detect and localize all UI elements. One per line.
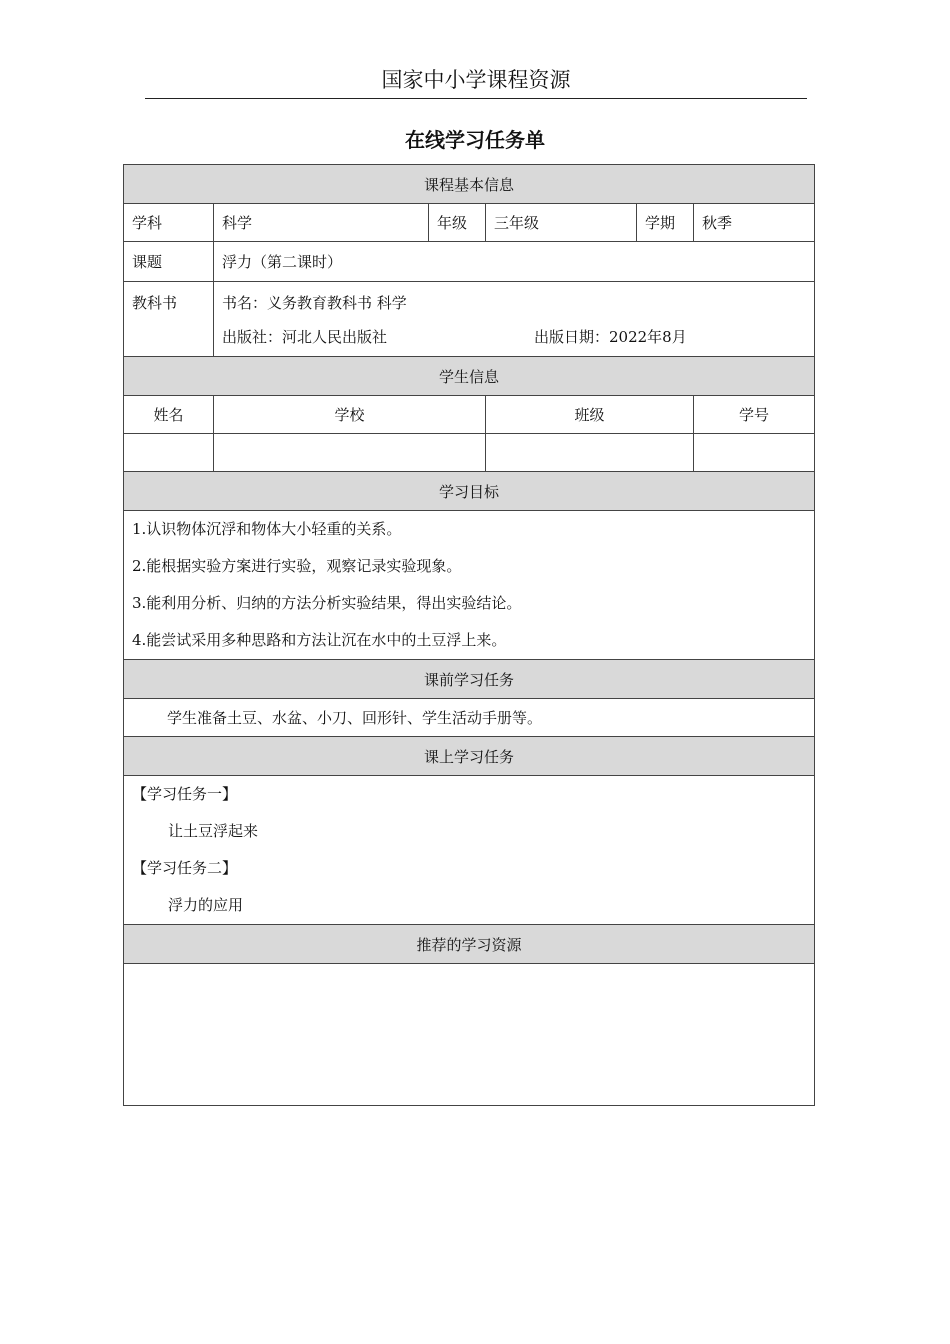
goal-item: 1.认识物体沉浮和物体大小轻重的关系。 [132, 520, 402, 538]
task1-text: 让土豆浮起来 [168, 822, 259, 840]
in-class-tasks [124, 776, 815, 925]
section-pre-class: 课前学习任务 [124, 660, 815, 699]
publish-date: 出版日期：2022年8月 [534, 327, 687, 346]
task2-text: 浮力的应用 [168, 896, 244, 914]
topic-label: 课题 [124, 242, 214, 282]
goals-list [124, 511, 815, 660]
goal-item: 3.能利用分析、归纳的方法分析实验结果，得出实验结论。 [132, 594, 522, 612]
name-cell[interactable] [124, 434, 214, 472]
col-student-id: 学号 [694, 396, 815, 434]
student-id-cell[interactable] [694, 434, 815, 472]
goal-item: 4.能尝试采用多种思路和方法让沉在水中的土豆浮上来。 [132, 631, 507, 649]
pre-class-text: 学生准备土豆、水盆、小刀、回形针、学生活动手册等。 [124, 699, 815, 737]
section-goals: 学习目标 [124, 472, 815, 511]
class-cell[interactable] [486, 434, 694, 472]
section-student-info: 学生信息 [124, 357, 815, 396]
term-label: 学期 [637, 204, 694, 242]
textbook-details [214, 282, 815, 357]
section-course-info: 课程基本信息 [124, 165, 815, 204]
task2-label: 【学习任务二】 [132, 859, 238, 877]
topic-value: 浮力（第二课时） [214, 242, 815, 282]
publisher: 出版社：河北人民出版社 [222, 327, 388, 346]
page-header: 国家中小学课程资源 [145, 62, 807, 99]
task-sheet-table [123, 164, 815, 1106]
subject-label: 学科 [124, 204, 214, 242]
school-cell[interactable] [214, 434, 486, 472]
col-name: 姓名 [124, 396, 214, 434]
goal-item: 2.能根据实验方案进行实验，观察记录实验现象。 [132, 557, 462, 575]
grade-value: 三年级 [486, 204, 637, 242]
col-class: 班级 [486, 396, 694, 434]
book-name: 书名：义务教育教科书 科学 [222, 293, 407, 312]
section-in-class: 课上学习任务 [124, 737, 815, 776]
subject-value: 科学 [214, 204, 429, 242]
grade-label: 年级 [429, 204, 486, 242]
document-title: 在线学习任务单 [405, 128, 545, 152]
section-resources: 推荐的学习资源 [124, 925, 815, 964]
task1-label: 【学习任务一】 [132, 785, 238, 803]
term-value: 秋季 [694, 204, 815, 242]
resources-cell[interactable] [124, 964, 815, 1106]
col-school: 学校 [214, 396, 486, 434]
textbook-label: 教科书 [124, 282, 214, 357]
